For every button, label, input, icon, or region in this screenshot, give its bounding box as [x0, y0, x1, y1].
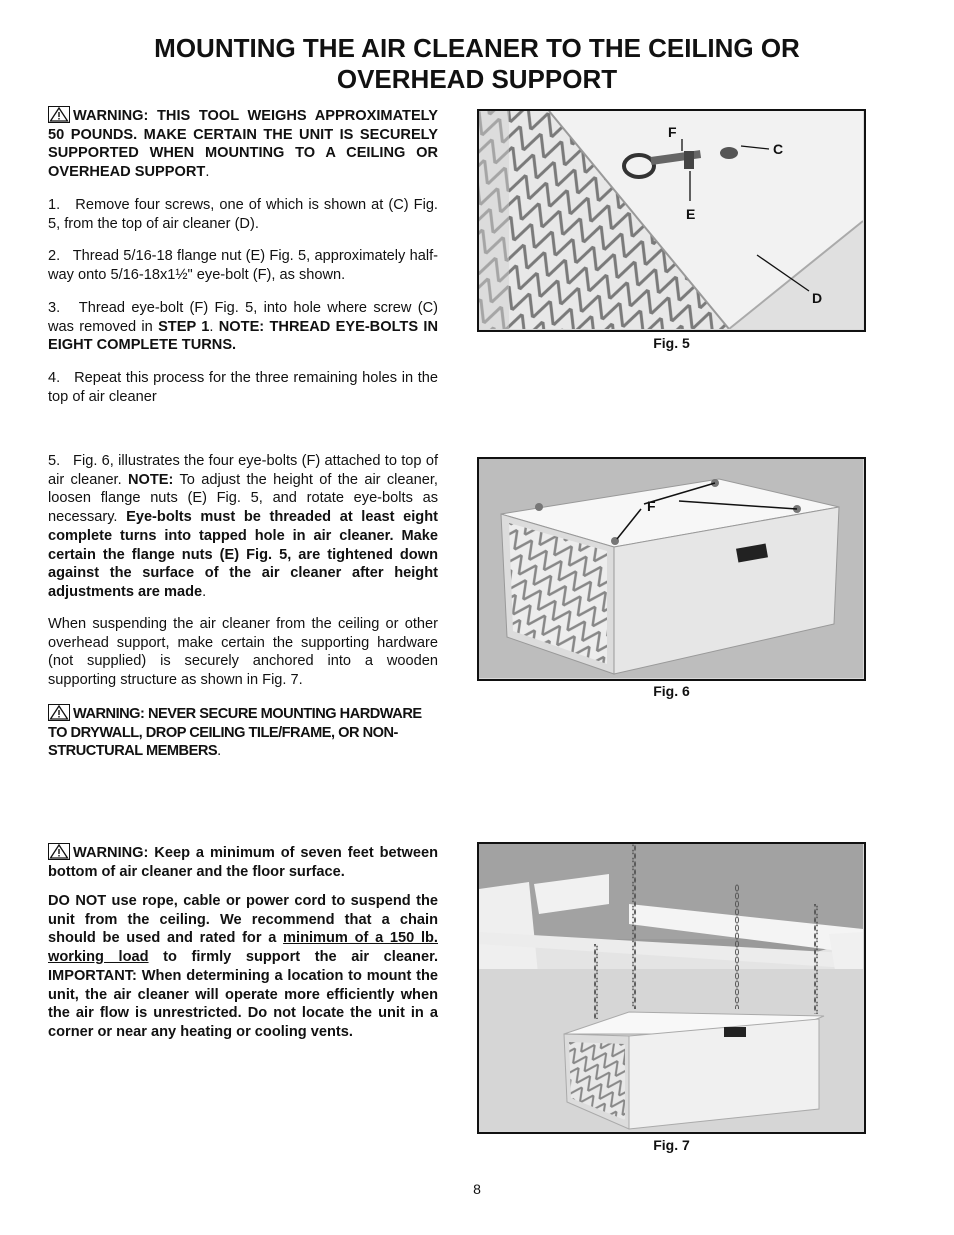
- warning-drywall: WARNING: NEVER SECURE MOUNTING HARDWARE TO DRYWALL, DROP CEILING TILE/FRAME, OR NON-STRUCTURAL MEMBERS.: [48, 706, 422, 760]
- step-4: 4. Repeat this process for the three remaining holes in the top of air cleaner: [48, 370, 438, 405]
- step-5: 5. Fig. 6, illustrates the four eye-bolts (F) attached to top of air cleaner. NOTE: To adjust the height of the air cleaner, loosen flange nuts (E) Fig. 5, and rotate eye-bolts as necessary. Eye-bolts must be threaded at least eight complete turns into tapped hole in air cleaner. Make certain the flange nuts (E) Fig. 5, are tightened down against the surface of the air cleaner after height adjustments are made.: [48, 453, 438, 600]
- unit-handle: [724, 1027, 746, 1037]
- title-line-1: MOUNTING THE AIR CLEANER TO THE CEILING OR: [154, 33, 800, 63]
- suspend-paragraph: When suspending the air cleaner from the ceiling or other overhead support, make certain the supporting hardware (not supplied) is securely anchored into a wooden supporting structure as shown in Fig. 7.: [48, 616, 438, 689]
- do-not-paragraph: DO NOT use rope, cable or power cord to suspend the unit from the ceiling. We recommend that a chain should be used and rated for a minimum of a 150 lb. working load to firmly support the air cleaner. IMPORTANT: When determining a location to mount the unit, the air cleaner will operate more efficiently when the air flow is unrestricted. Do not locate the unit in a corner or near any heating or cooling vents.: [48, 893, 439, 1040]
- warning-triangle-icon: [48, 843, 70, 860]
- warning-triangle-icon: [48, 106, 70, 123]
- step-3: 3. Thread eye-bolt (F) Fig. 5, into hole where screw (C) was removed in STEP 1. NOTE: THREAD EYE-BOLTS IN EIGHT COMPLETE TURNS.: [48, 300, 438, 354]
- label-f: F: [668, 124, 677, 140]
- figure-6-caption: Fig. 6: [653, 683, 690, 699]
- label-f: F: [647, 498, 656, 514]
- page-title: [40, 33, 914, 95]
- title-line-2: OVERHEAD SUPPORT: [336, 64, 618, 94]
- warning-weight-text: WARNING: THIS TOOL WEIGHS APPROXIMATELY 50 POUNDS. MAKE CERTAIN THE UNIT IS SECURELY SUPPORTED WHEN MOUNTING TO A CEILING OR OVERHEAD SUPPORT: [48, 108, 438, 181]
- label-e: E: [686, 206, 696, 222]
- figure-5-photo: [477, 109, 866, 332]
- warning-triangle-icon: [48, 704, 70, 721]
- warning-weight: WARNING: THIS TOOL WEIGHS APPROXIMATELY 50 POUNDS. MAKE CERTAIN THE UNIT IS SECURELY SUPPORTED WHEN MOUNTING TO A CEILING OR OVERHEAD SUPPORT.: [48, 108, 438, 181]
- label-c: C: [773, 141, 784, 157]
- figure-7-photo: [477, 842, 866, 1134]
- step-2: 2. Thread 5/16-18 flange nut (E) Fig. 5, approximately half-way onto 5/16-18x1½" eye-bolt (F), as shown.: [48, 248, 438, 283]
- step-1: 1. Remove four screws, one of which is shown at (C) Fig. 5, from the top of air cleaner (D).: [48, 197, 438, 232]
- figure-7-caption: Fig. 7: [653, 1137, 690, 1153]
- page-number: 8: [473, 1181, 481, 1197]
- label-d: D: [812, 290, 823, 306]
- screw-c: [720, 147, 738, 159]
- figure-6-photo: [477, 457, 866, 681]
- figure-5-caption: Fig. 5: [653, 335, 690, 351]
- warning-floor: WARNING: Keep a minimum of seven feet between bottom of air cleaner and the floor surface.: [48, 845, 438, 880]
